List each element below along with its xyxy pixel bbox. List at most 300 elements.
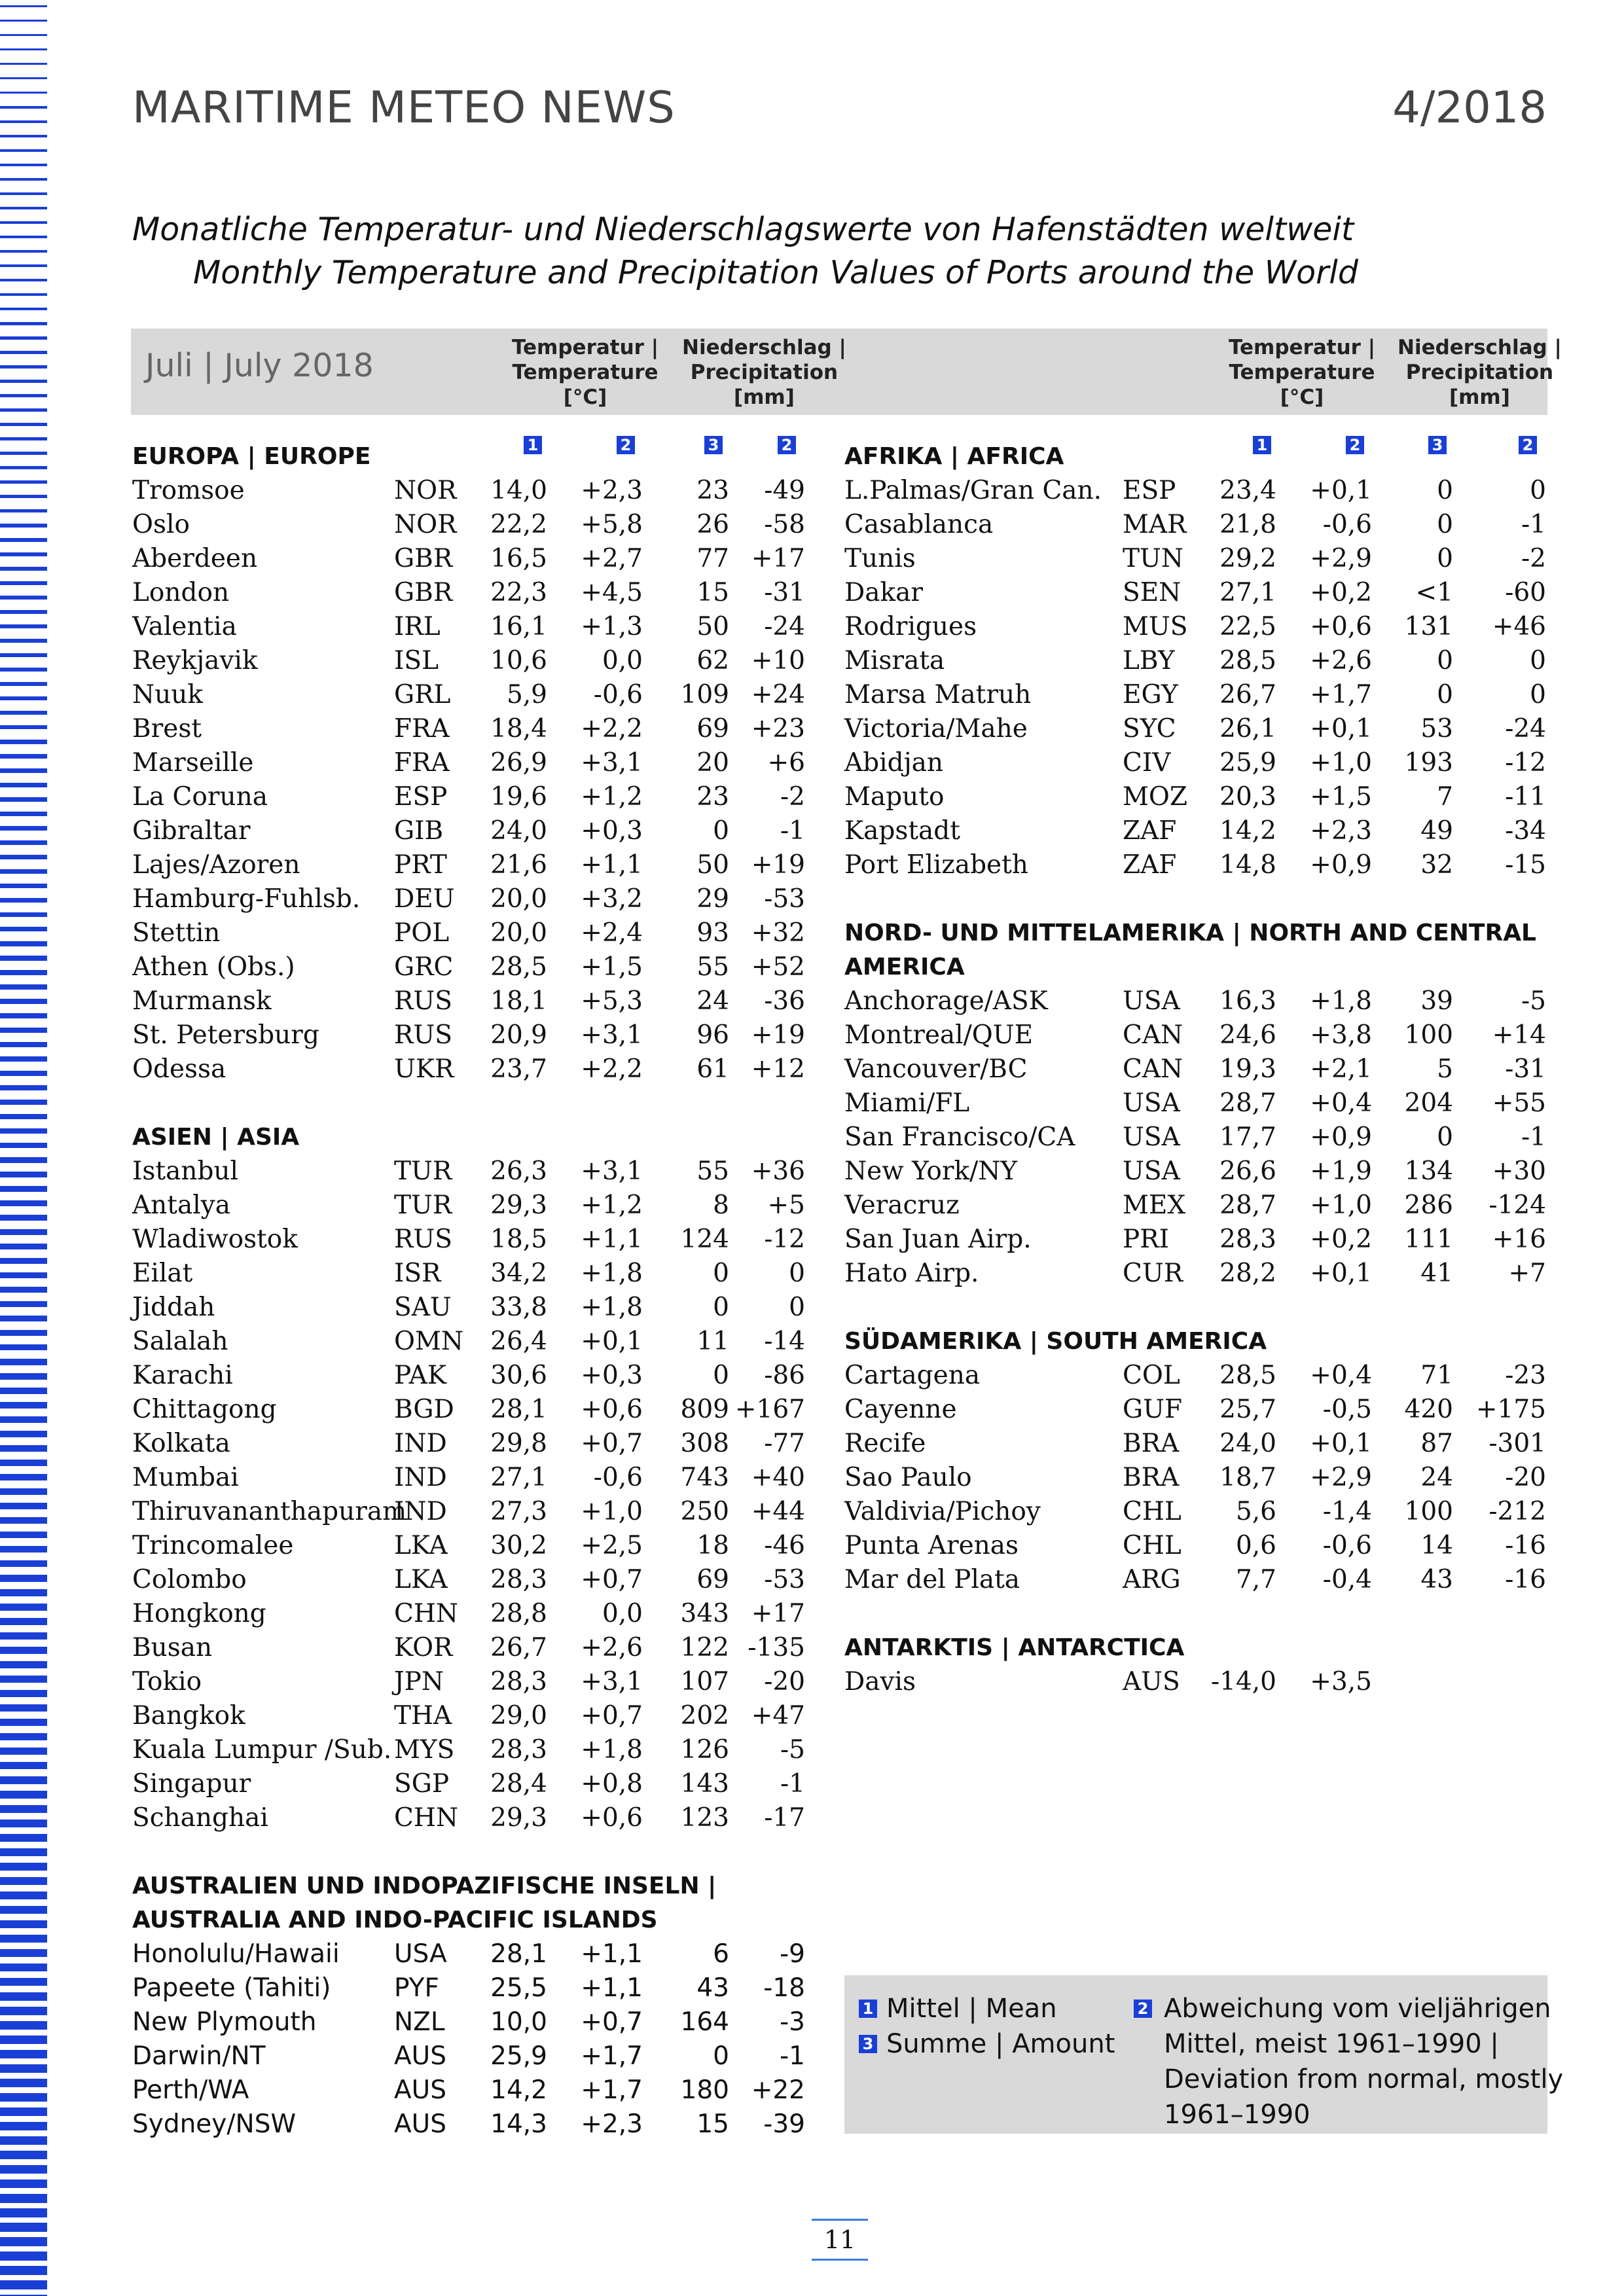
precipitation-amount: 202 (680, 1701, 729, 1731)
temperature-deviation: +0,3 (581, 1361, 643, 1390)
stripe (0, 1762, 47, 1769)
temperature-deviation: +3,5 (1310, 1667, 1372, 1696)
port-name: Marseille (132, 748, 254, 778)
stripe (0, 927, 47, 931)
temperature-deviation: +1,7 (1310, 680, 1372, 709)
port-name: Bangkok (132, 1701, 245, 1731)
stripe (0, 1128, 47, 1134)
precipitation-deviation: -2 (1521, 544, 1546, 573)
legend-deviation: Abweichung vom vieljährigen Mittel, meist 1961–1990 | Deviation from normal, mostly 1961–1990 (1164, 1994, 1564, 2130)
precipitation-amount: 126 (680, 1735, 729, 1765)
precipitation-amount: 87 (1420, 1429, 1453, 1458)
country-code: MEX (1123, 1191, 1186, 1220)
stripe (0, 567, 47, 571)
table-row (132, 712, 806, 746)
stripe (0, 538, 47, 542)
section-title-continued: AUSTRALIA AND INDO-PACIFIC ISLANDS (132, 1907, 658, 1933)
country-code: GIB (394, 816, 444, 846)
stripe (0, 264, 47, 267)
stripe (0, 1791, 47, 1799)
precipitation-deviation: -9 (780, 1939, 805, 1969)
stripe (0, 783, 47, 787)
port-name: Marsa Matruh (844, 680, 1032, 709)
temperature-heading-left: Temperatur | Temperature [°C] (512, 336, 659, 409)
port-name: Wladiwostok (132, 1225, 298, 1254)
mean-temperature: 29,0 (490, 1701, 547, 1731)
mean-temperature: 26,4 (490, 1327, 547, 1356)
precipitation-deviation: +19 (751, 850, 805, 880)
temperature-deviation: +2,6 (581, 1633, 643, 1662)
temperature-deviation: +0,7 (581, 2007, 643, 2037)
stripe (0, 48, 47, 50)
precipitation-deviation: +6 (767, 748, 805, 778)
precipitation-deviation: -24 (1505, 714, 1546, 744)
stripe (0, 2021, 47, 2030)
port-name: Salalah (132, 1327, 228, 1356)
mean-temperature: 10,0 (490, 2007, 547, 2037)
precipitation-deviation: -86 (764, 1361, 805, 1390)
table-row (132, 814, 806, 848)
precipitation-amount: 69 (696, 1565, 729, 1594)
stripe (0, 308, 47, 310)
mean-temperature: 26,1 (1219, 714, 1276, 744)
stripe (0, 941, 47, 946)
table-row (844, 576, 1546, 610)
port-name: Odessa (132, 1054, 226, 1084)
precipitation-amount: 53 (1420, 714, 1453, 744)
precipitation-deviation: -58 (764, 510, 805, 539)
temperature-deviation: +1,7 (581, 2075, 643, 2105)
table-row (132, 1018, 806, 1052)
temperature-deviation: +1,8 (581, 1293, 643, 1322)
precipitation-amount: 14 (1420, 1531, 1453, 1560)
country-code: JPN (394, 1667, 444, 1696)
mean-temperature: 26,7 (1219, 680, 1276, 709)
precipitation-deviation: +30 (1492, 1157, 1546, 1186)
precipitation-amount: 77 (696, 544, 729, 573)
table-row (132, 1733, 806, 1767)
port-name: Casablanca (844, 510, 994, 539)
temperature-deviation: 0,0 (602, 646, 643, 675)
country-code: AUS (394, 2041, 446, 2071)
stripe (0, 797, 47, 802)
stripe (0, 1964, 47, 1971)
precipitation-deviation: 0 (1530, 680, 1546, 709)
country-code: NZL (394, 2007, 445, 2037)
stripe (0, 1388, 47, 1394)
temperature-deviation: -0,6 (593, 680, 643, 709)
stripe (0, 192, 47, 195)
stripe (0, 869, 47, 874)
precipitation-amount: 131 (1404, 612, 1453, 641)
stripe (0, 624, 47, 628)
port-name: Hongkong (132, 1599, 266, 1628)
temperature-deviation: +3,1 (581, 748, 643, 778)
precipitation-deviation: +23 (751, 714, 805, 744)
precipitation-amount: 55 (696, 952, 729, 982)
stripe (0, 768, 47, 773)
mean-temperature: 14,3 (490, 2109, 547, 2139)
stripe (0, 1402, 47, 1408)
port-name: Aberdeen (132, 544, 258, 573)
stripe (0, 812, 47, 816)
temperature-deviation: +1,1 (581, 1225, 643, 1254)
precipitation-deviation: -1 (780, 816, 805, 846)
temperature-deviation: +0,6 (581, 1803, 643, 1833)
port-name: London (132, 578, 230, 607)
table-row (132, 1529, 806, 1563)
precipitation-amount: 286 (1404, 1191, 1453, 1220)
stripe (0, 2050, 47, 2058)
temperature-deviation: +2,3 (1310, 816, 1372, 846)
table-row (844, 1393, 1546, 1427)
temperature-deviation: +2,3 (581, 476, 643, 505)
stripe (0, 1258, 47, 1264)
country-code: GBR (394, 544, 453, 573)
precipitation-deviation: -46 (764, 1531, 805, 1560)
stripe (0, 2036, 47, 2044)
temperature-deviation: +1,0 (1310, 1191, 1372, 1220)
precipitation-deviation: -31 (764, 578, 805, 607)
country-code: TUR (394, 1157, 452, 1186)
precipitation-deviation: -12 (764, 1225, 805, 1254)
column-badge-amount: 3 (704, 436, 723, 454)
stripe (0, 725, 47, 729)
temperature-deviation: +2,5 (581, 1531, 643, 1560)
table-row (132, 950, 806, 984)
port-name: Cartagena (844, 1361, 981, 1390)
table-row (132, 1325, 806, 1359)
table-row (132, 1801, 806, 1835)
mean-temperature: 33,8 (490, 1293, 547, 1322)
port-name: San Juan Airp. (844, 1225, 1032, 1254)
precipitation-amount: 24 (696, 986, 729, 1016)
temperature-deviation: +0,4 (1310, 1361, 1372, 1390)
mean-temperature: 20,0 (490, 918, 547, 948)
stripe (0, 1805, 47, 1813)
stripe (0, 956, 47, 961)
precipitation-amount: 100 (1404, 1497, 1453, 1526)
temperature-deviation: +1,1 (581, 850, 643, 880)
temperature-deviation: +3,1 (581, 1157, 643, 1186)
port-name: Miami/FL (844, 1088, 970, 1118)
table-row (132, 1155, 806, 1189)
table-row (132, 542, 806, 576)
country-code: USA (1123, 1157, 1180, 1186)
mean-temperature: 30,2 (490, 1531, 547, 1560)
temperature-deviation: +0,4 (1310, 1088, 1372, 1118)
port-name: Gibraltar (132, 816, 251, 846)
precipitation-amount: 43 (696, 1973, 729, 2003)
table-row (132, 848, 806, 882)
country-code: LKA (394, 1565, 448, 1594)
precipitation-deviation: -11 (1505, 782, 1546, 812)
temperature-deviation: +1,0 (1310, 748, 1372, 778)
port-name: Sydney/NSW (132, 2109, 297, 2139)
temperature-deviation: +2,6 (1310, 646, 1372, 675)
table-row (844, 1018, 1546, 1052)
stripe (0, 984, 47, 990)
precipitation-amount: 50 (696, 612, 729, 641)
mean-temperature: 20,0 (490, 884, 547, 914)
stripe (0, 178, 47, 181)
precipitation-deviation: -124 (1489, 1191, 1546, 1220)
mean-temperature: 21,6 (490, 850, 547, 880)
table-row (844, 1563, 1546, 1597)
port-name: Victoria/Mahe (844, 714, 1028, 744)
precipitation-amount: 32 (1420, 850, 1453, 880)
stripe (0, 1935, 47, 1943)
precipitation-amount: 743 (680, 1463, 729, 1492)
mean-temperature: 28,3 (490, 1667, 547, 1696)
temperature-deviation: +1,7 (581, 2041, 643, 2071)
stripe (0, 1690, 47, 1697)
country-code: CHN (394, 1803, 458, 1833)
table-row (844, 746, 1546, 780)
section-title: ANTARKTIS | ANTARCTICA (844, 1634, 1185, 1661)
port-name: Rodrigues (844, 612, 977, 641)
column-badge-deviation: 2 (1346, 436, 1364, 454)
stripe (0, 1834, 47, 1842)
port-name: Anchorage/ASK (844, 986, 1048, 1016)
port-name: Istanbul (132, 1157, 239, 1186)
temperature-deviation: -0,5 (1322, 1395, 1372, 1424)
stripe (0, 1532, 47, 1538)
country-code: PRI (1123, 1225, 1170, 1254)
mean-temperature: 29,3 (490, 1191, 547, 1220)
stripe (0, 2280, 47, 2289)
country-code: USA (1123, 1122, 1180, 1152)
title-english: Monthly Temperature and Precipitation Values of Ports around the World (193, 254, 1358, 291)
column-badge-deviation: 2 (778, 436, 796, 454)
port-name: Schanghai (132, 1803, 268, 1833)
country-code: FRA (394, 714, 450, 744)
table-row (844, 1155, 1546, 1189)
temperature-deviation: +3,1 (581, 1667, 643, 1696)
temperature-deviation: +1,3 (581, 612, 643, 641)
precipitation-deviation: -34 (1505, 816, 1546, 846)
title-german: Monatliche Temperatur- und Niederschlagswerte von Hafenstädten weltweit (132, 211, 1354, 248)
precipitation-deviation: -20 (764, 1667, 805, 1696)
stripe (0, 1287, 47, 1293)
stripe (0, 2208, 47, 2217)
precipitation-amount: <1 (1415, 578, 1453, 607)
port-name: Thiruvananthapuram (132, 1497, 407, 1526)
stripe (0, 1316, 47, 1321)
precipitation-amount: 6 (713, 1939, 729, 1969)
stripe (0, 466, 47, 469)
port-name: Papeete (Tahiti) (132, 1973, 331, 2003)
precipitation-amount: 26 (696, 510, 729, 539)
country-code: ISR (394, 1259, 441, 1288)
table-row (844, 814, 1546, 848)
country-code: AUS (394, 2075, 446, 2105)
country-code: USA (1123, 1088, 1180, 1118)
stripe (0, 1733, 47, 1740)
precipitation-amount: 204 (1404, 1088, 1453, 1118)
table-row (132, 1359, 806, 1393)
mean-temperature: 24,0 (490, 816, 547, 846)
table-row (844, 1189, 1546, 1223)
stripe (0, 711, 47, 715)
precipitation-amount: 29 (696, 884, 729, 914)
country-code: UKR (394, 1054, 454, 1084)
mean-temperature: 24,6 (1219, 1020, 1276, 1050)
precipitation-deviation: 0 (789, 1259, 805, 1288)
stripe (0, 63, 47, 65)
stripe (0, 2064, 47, 2073)
port-name: Lajes/Azoren (132, 850, 300, 880)
mean-temperature: 28,4 (490, 1769, 547, 1799)
table-row (132, 1631, 806, 1665)
temperature-deviation: -0,4 (1322, 1565, 1372, 1594)
table-row (132, 2108, 806, 2142)
precipitation-amount: 124 (680, 1225, 729, 1254)
precipitation-amount: 0 (1437, 646, 1453, 675)
stripe (0, 351, 47, 354)
stripe (0, 1503, 47, 1509)
stripe (0, 840, 47, 845)
precipitation-amount: 61 (696, 1054, 729, 1084)
mean-temperature: 28,5 (490, 952, 547, 982)
precipitation-amount: 0 (713, 2041, 729, 2071)
table-row (132, 1699, 806, 1733)
temperature-deviation: +0,7 (581, 1429, 643, 1458)
precipitation-deviation: -301 (1489, 1429, 1546, 1458)
table-row (132, 1427, 806, 1461)
stripe (0, 1618, 47, 1625)
table-row (132, 746, 806, 780)
mean-temperature: 23,4 (1219, 476, 1276, 505)
mean-temperature: 16,5 (490, 544, 547, 573)
table-row (132, 508, 806, 542)
table-row (844, 508, 1546, 542)
stripe (0, 279, 47, 281)
stripe (0, 2079, 47, 2087)
mean-temperature: 24,0 (1219, 1429, 1276, 1458)
stripe (0, 1949, 47, 1957)
precipitation-amount: 180 (680, 2075, 729, 2105)
mean-temperature: 18,4 (490, 714, 547, 744)
table-row (844, 1665, 1546, 1699)
country-code: THA (394, 1701, 452, 1731)
precipitation-amount: 5 (1437, 1054, 1453, 1084)
mean-temperature: 28,5 (1219, 1361, 1276, 1390)
mean-temperature: 27,3 (490, 1497, 547, 1526)
stripe (0, 106, 47, 109)
mean-temperature: 28,3 (490, 1735, 547, 1765)
country-code: SGP (394, 1769, 450, 1799)
stripe (0, 1416, 47, 1423)
port-name: Kolkata (132, 1429, 230, 1458)
table-row (132, 610, 806, 644)
temperature-deviation: +0,6 (1310, 612, 1372, 641)
port-name: Maputo (844, 782, 945, 812)
port-name: St. Petersburg (132, 1020, 319, 1050)
country-code: GBR (394, 578, 453, 607)
stripe (0, 898, 47, 903)
port-name: Vancouver/BC (844, 1054, 1028, 1084)
precipitation-deviation: -3 (780, 2007, 805, 2037)
mean-temperature: 5,6 (1235, 1497, 1276, 1526)
mean-temperature: 30,6 (490, 1361, 547, 1390)
table-row (132, 916, 806, 950)
table-row (844, 1495, 1546, 1529)
stripe (0, 1200, 47, 1206)
stripe (0, 754, 47, 759)
section-title: AFRIKA | AFRICA (844, 443, 1064, 470)
precipitation-deviation: -77 (764, 1429, 805, 1458)
port-name: Davis (844, 1667, 916, 1696)
stripe (0, 250, 47, 253)
country-code: LBY (1123, 646, 1175, 675)
country-code: POL (394, 918, 450, 948)
column-badge-mean: 1 (1253, 436, 1271, 454)
port-name: Trincomalee (132, 1531, 294, 1560)
mean-temperature: 26,6 (1219, 1157, 1276, 1186)
precipitation-amount: 143 (680, 1769, 729, 1799)
precipitation-deviation: -2 (780, 782, 805, 812)
temperature-deviation: +0,9 (1310, 1122, 1372, 1152)
precipitation-amount: 107 (680, 1667, 729, 1696)
country-code: PRT (394, 850, 447, 880)
precipitation-heading-right: Niederschlag | Precipitation [mm] (1398, 336, 1562, 409)
table-row (844, 610, 1546, 644)
precipitation-amount: 96 (696, 1020, 729, 1050)
temperature-deviation: +2,9 (1310, 1463, 1372, 1492)
country-code: NOR (394, 510, 457, 539)
stripe (0, 164, 47, 166)
stripe (0, 509, 47, 512)
country-code: BGD (394, 1395, 454, 1424)
temperature-deviation: +0,1 (1310, 714, 1372, 744)
country-code: CAN (1123, 1020, 1183, 1050)
table-row (132, 984, 806, 1018)
mean-temperature: 28,2 (1219, 1259, 1276, 1288)
stripe (0, 581, 47, 585)
stripe (0, 524, 47, 528)
country-code: CHL (1123, 1531, 1182, 1560)
mean-temperature: 0,6 (1235, 1531, 1276, 1560)
stripe (0, 77, 47, 79)
stripe (0, 2093, 47, 2102)
country-code: NOR (394, 476, 457, 505)
mean-temperature: 25,9 (490, 2041, 547, 2071)
mean-temperature: 14,2 (490, 2075, 547, 2105)
precipitation-deviation: -1 (780, 2041, 805, 2071)
country-code: MOZ (1123, 782, 1188, 812)
mean-temperature: 10,6 (490, 646, 547, 675)
mean-temperature: 28,7 (1219, 1191, 1276, 1220)
country-code: IND (394, 1463, 447, 1492)
country-code: IND (394, 1497, 447, 1526)
country-code: MYS (394, 1735, 455, 1765)
port-name: Montreal/QUE (844, 1020, 1034, 1050)
table-row (132, 1495, 806, 1529)
country-code: RUS (394, 986, 452, 1016)
port-name: Valentia (132, 612, 237, 641)
stripe (0, 149, 47, 152)
mean-temperature: 29,2 (1219, 544, 1276, 573)
country-code: ESP (394, 782, 448, 812)
table-row (844, 678, 1546, 712)
precipitation-amount: 122 (680, 1633, 729, 1662)
country-code: GRC (394, 952, 454, 982)
stripe (0, 120, 47, 123)
precipitation-deviation: -20 (1505, 1463, 1546, 1492)
stripe (0, 380, 47, 383)
table-row (132, 1937, 806, 1971)
